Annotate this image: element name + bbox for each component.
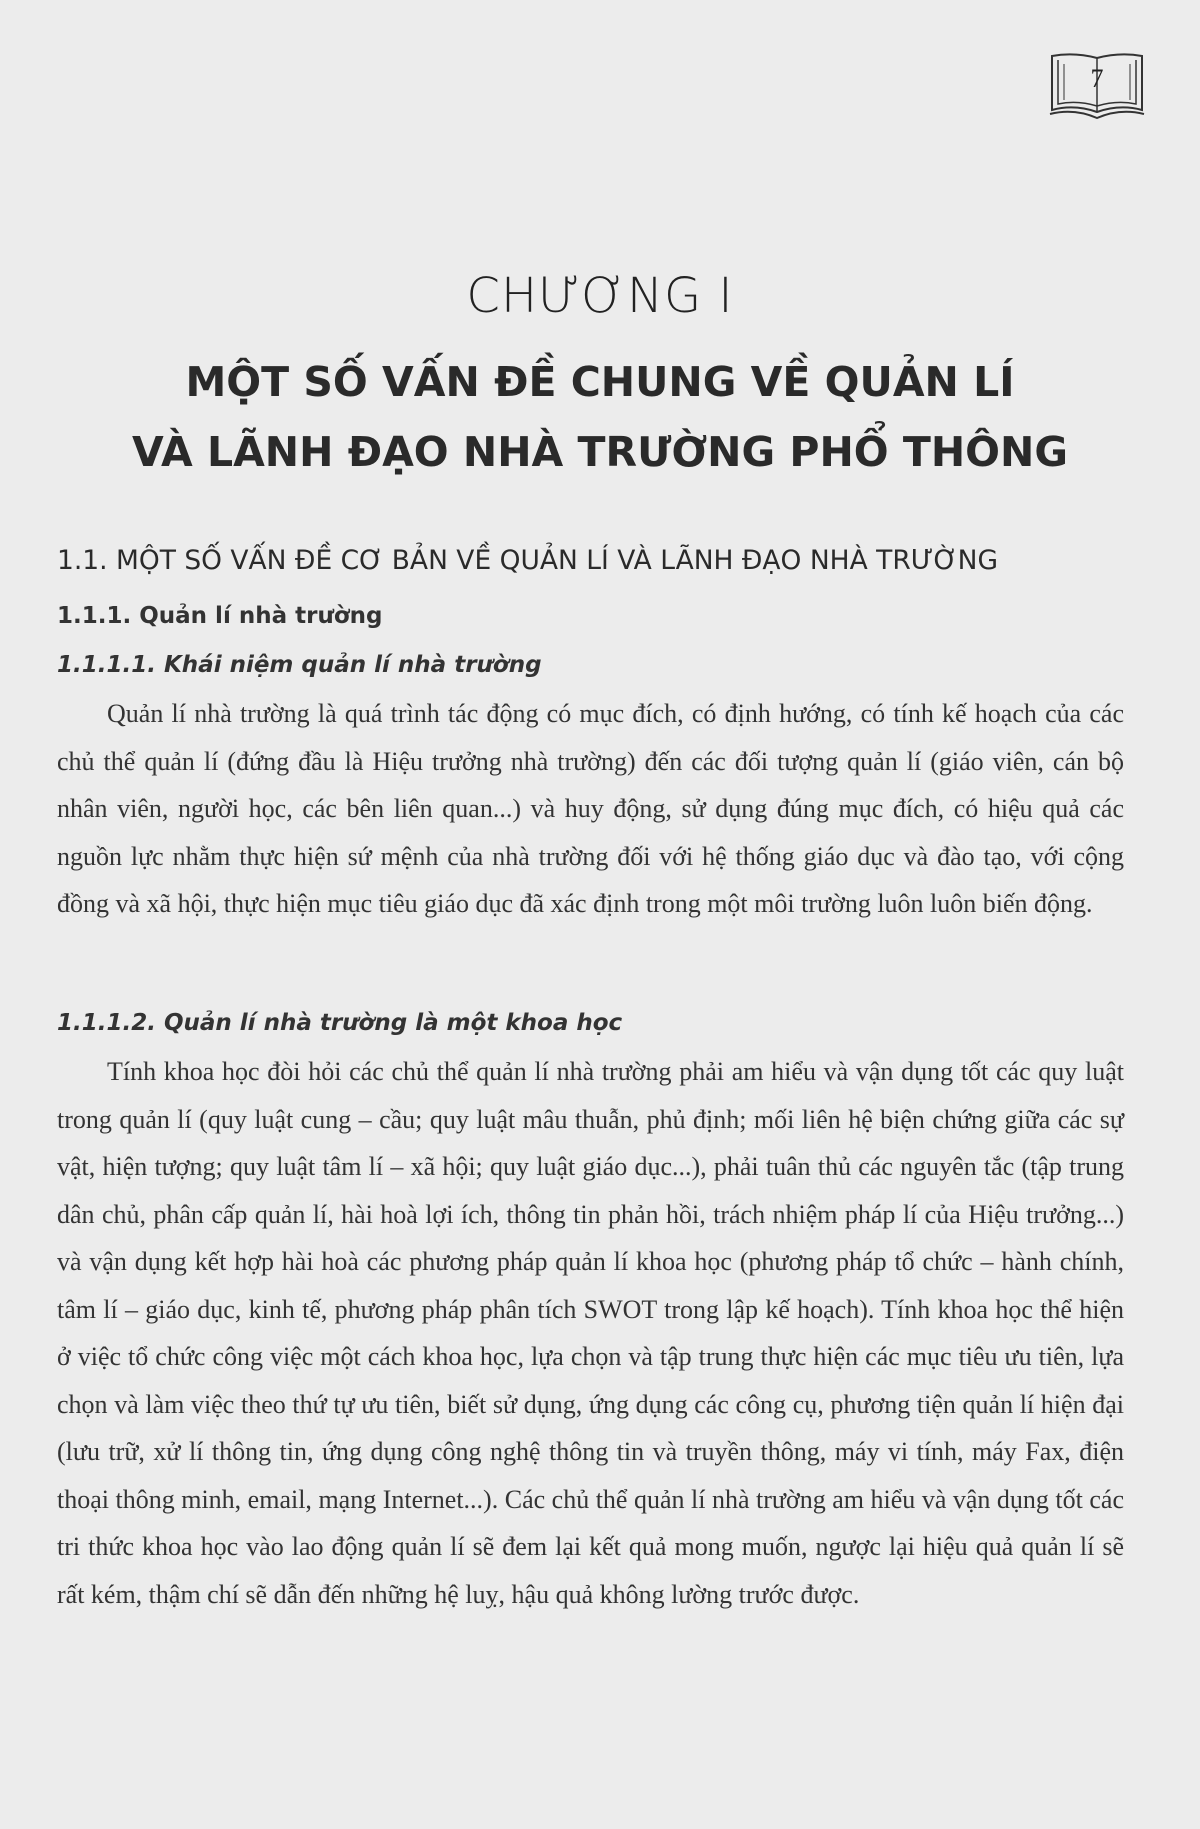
subsubsection-heading: 1.1.1.1. Khái niệm quản lí nhà trường xyxy=(57,652,542,678)
page-number-badge xyxy=(1048,50,1146,122)
section-heading: 1.1. MỘT SỐ VẤN ĐỀ CƠ BẢN VỀ QUẢN LÍ VÀ LÃNH ĐẠO NHÀ TRƯỜNG xyxy=(57,545,999,576)
chapter-label: CHƯƠNG I xyxy=(466,268,734,324)
chapter-title-line-2: VÀ LÃNH ĐẠO NHÀ TRƯỜNG PHỔ THÔNG xyxy=(132,428,1068,476)
subsubsection-heading: 1.1.1.2. Quản lí nhà trường là một khoa học xyxy=(57,1010,623,1036)
body-paragraph: Tính khoa học đòi hỏi các chủ thể quản lí nhà trường phải am hiểu và vận dụng tốt các quy luật trong quản lí (quy luật cung – cầu; quy luật mâu thuẫn, phủ định; mối liên hệ biện chứng giữa các sự vật, hiện tượng; quy luật tâm lí – xã hội; quy luật giáo dục...), phải tuân thủ các nguyên tắc (tập trung dân chủ, phân cấp quản lí, hài hoà lợi ích, thông tin phản hồi, trách nhiệm pháp lí của Hiệu trưởng...) và vận dụng kết hợp hài hoà các phương pháp quản lí khoa học (phương pháp tổ chức – hành chính, tâm lí – giáo dục, kinh tế, phương pháp phân tích SWOT trong lập kế hoạch). Tính khoa học thể hiện ở việc tổ chức công việc một cách khoa học, lựa chọn và tập trung thực hiện các mục tiêu ưu tiên, lựa chọn và làm việc theo thứ tự ưu tiên, biết sử dụng, ứng dụng các công cụ, phương tiện quản lí hiện đại (lưu trữ, xử lí thông tin, ứng dụng công nghệ thông tin và truyền thông, máy vi tính, máy Fax, điện thoại thông minh, email, mạng Internet...). Các chủ thể quản lí nhà trường am hiểu và vận dụng tốt các tri thức khoa học vào lao động quản lí sẽ đem lại kết quả mong muốn, ngược lại hiệu quả quản lí sẽ rất kém, thậm chí sẽ dẫn đến những hệ luỵ, hậu quả không lường trước được. xyxy=(57,1057,1124,1609)
body-paragraph: Quản lí nhà trường là quá trình tác động có mục đích, có định hướng, có tính kế hoạch của các chủ thể quản lí (đứng đầu là Hiệu trưởng nhà trường) đến các đối tượng quản lí (giáo viên, cán bộ nhân viên, người học, các bên liên quan...) và huy động, sử dụng đúng mục đích, có hiệu quả các nguồn lực nhằm thực hiện sứ mệnh của nhà trường đối với hệ thống giáo dục và đào tạo, với cộng đồng và xã hội, thực hiện mục tiêu giáo dục đã xác định trong một môi trường luôn luôn biến động. xyxy=(57,699,1124,918)
subsection-heading: 1.1.1. Quản lí nhà trường xyxy=(57,603,383,629)
chapter-title-line-1: MỘT SỐ VẤN ĐỀ CHUNG VỀ QUẢN LÍ xyxy=(185,358,1015,406)
page-number: 7 xyxy=(1090,64,1104,93)
